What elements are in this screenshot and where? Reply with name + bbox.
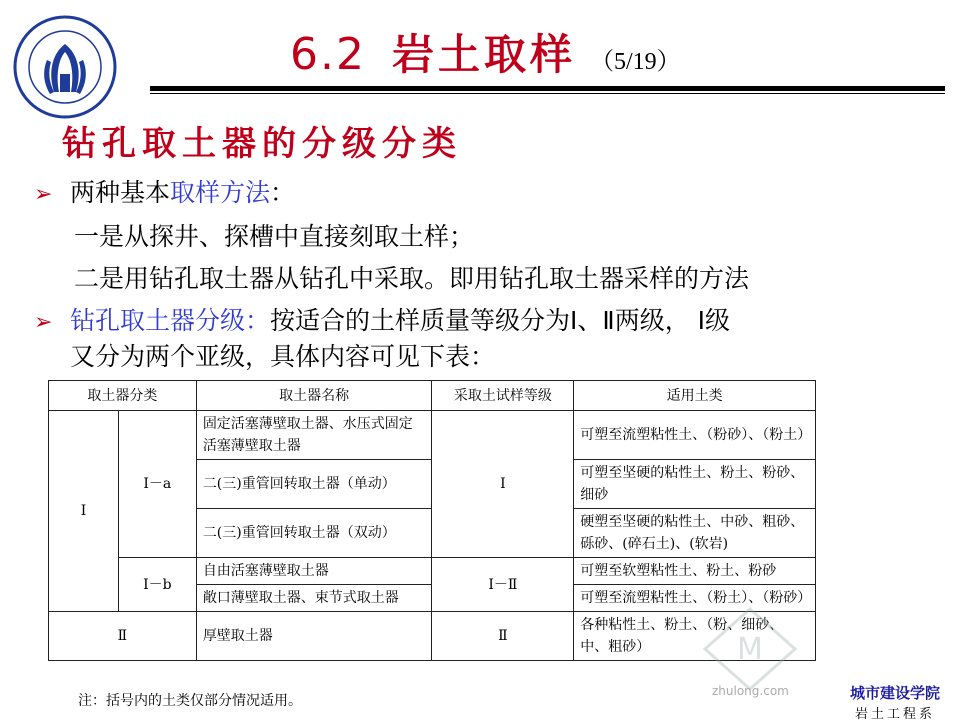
title-text: 岩土取样	[391, 30, 576, 79]
subclass-cell: Ⅰ－a	[118, 411, 196, 558]
watermark-logo-icon	[700, 604, 800, 694]
soil-type-cell: 各种粘性土、粉土、（粉、细砂、中、粗砂）	[574, 612, 816, 661]
text-line-1: 一是从探井、探槽中直接刻取土样；	[74, 222, 475, 251]
footer-department: 岩土工程系	[854, 707, 935, 720]
sampler-name-cell: 二(三)重管回转取土器（单动）	[196, 460, 432, 509]
title-rule-thin	[150, 93, 945, 94]
soil-type-cell: 可塑至流塑粘性土、（粉土）、（粉砂）	[574, 585, 816, 612]
class-cell: Ⅰ	[49, 411, 119, 612]
bullet-1-prefix: 两种基本	[70, 178, 171, 207]
table-header-cell: 采取土试样等级	[432, 381, 574, 411]
svg-text:M: M	[737, 632, 763, 667]
soil-type-cell: 可塑至坚硬的粘性土、粉土、粉砂、细砂	[574, 460, 816, 509]
table-row	[49, 558, 816, 585]
soil-type-cell: 硬塑至坚硬的粘性土、中砂、粗砂、砾砂、(碎石土)、(软岩)	[574, 509, 816, 558]
grade-cell: Ⅰ	[432, 411, 574, 558]
bullet-1-highlight: 取样方法	[170, 178, 271, 207]
page-indicator: （5/19）	[590, 49, 681, 75]
soil-type-cell: 可塑至软塑粘性土、粉土、粉砂	[574, 558, 816, 585]
bullet-2-suffix: 按适合的土样质量等级分为Ⅰ、Ⅱ两级， Ⅰ级	[270, 306, 731, 335]
bullet-2-highlight: 钻孔取土器分级：	[70, 306, 271, 335]
footer-institution	[850, 682, 940, 720]
watermark-text: zhulong.com	[712, 684, 789, 698]
table-footnote: 注：括号内的土类仅部分情况适用。	[78, 693, 302, 709]
slide-title	[290, 22, 681, 82]
bullet-1-suffix: ：	[270, 178, 296, 207]
grade-cell: Ⅱ	[432, 612, 574, 661]
subclass-cell: Ⅰ－b	[118, 558, 196, 612]
class-cell: Ⅱ	[49, 612, 197, 661]
university-logo	[12, 14, 118, 120]
sampler-name-cell: 二(三)重管回转取土器（双动）	[196, 509, 432, 558]
sampler-name-cell: 厚壁取土器	[196, 612, 432, 661]
bullet-arrow-icon: ➢	[34, 182, 53, 207]
table-header-row	[49, 381, 816, 411]
text-line-2: 二是用钻孔取土器从钻孔中采取。即用钻孔取土器采样的方法	[74, 264, 750, 293]
table-header-cell: 取土器分类	[49, 381, 197, 411]
title-number: 6.2	[290, 29, 366, 80]
section-subtitle: 钻孔取土器的分级分类	[62, 124, 462, 164]
bullet-item-2	[34, 304, 730, 340]
title-rule-thick	[150, 86, 945, 91]
bullet-arrow-icon: ➢	[34, 310, 53, 335]
footer-college: 城市建设学院	[849, 684, 940, 702]
table-header-cell: 适用土类	[574, 381, 816, 411]
sampler-name-cell: 自由活塞薄壁取土器	[196, 558, 432, 585]
sampler-name-cell: 固定活塞薄壁取土器、水压式固定活塞薄壁取土器	[196, 411, 432, 460]
sampler-name-cell: 敞口薄壁取土器、束节式取土器	[196, 585, 432, 612]
grade-cell: Ⅰ－Ⅱ	[432, 558, 574, 612]
table-header-cell: 取土器名称	[196, 381, 432, 411]
bullet-item-1	[34, 176, 295, 212]
soil-type-cell: 可塑至流塑粘性土、（粉砂）、（粉土）	[574, 411, 816, 460]
text-line-3: 又分为两个亚级，具体内容可见下表：	[70, 342, 496, 371]
table-row	[49, 411, 816, 460]
